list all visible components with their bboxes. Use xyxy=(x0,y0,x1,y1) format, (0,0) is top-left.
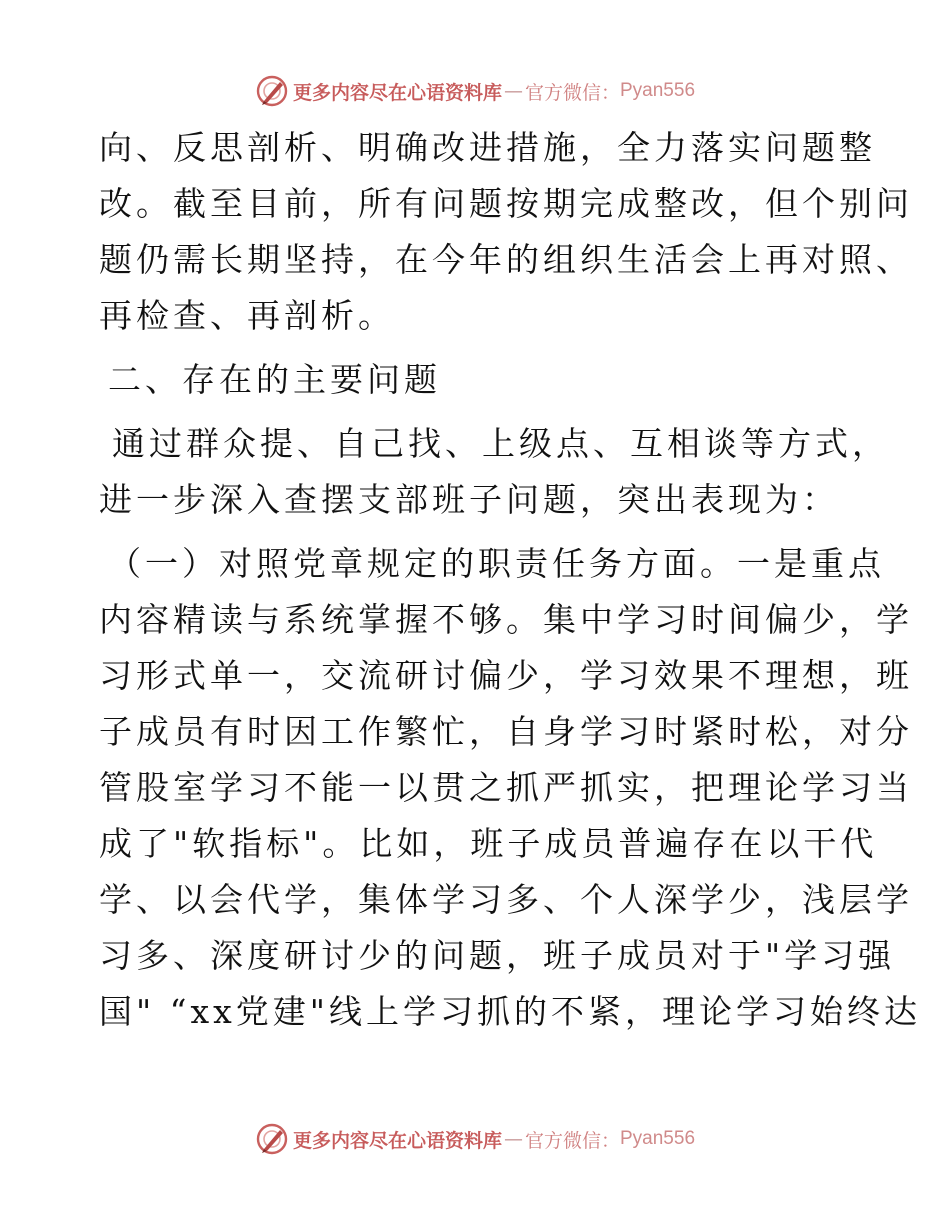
watermark-brand: 更多内容尽在心语资料库 xyxy=(292,81,502,104)
paragraph-line: 管股室学习不能一以贯之抓严抓实，把理论学习当 xyxy=(99,768,913,807)
watermark-account: Pyan556 xyxy=(620,80,696,101)
watermark-account: Pyan556 xyxy=(620,1128,696,1149)
paragraph-line: 题仍需长期坚持，在今年的组织生活会上再对照、 xyxy=(99,240,913,279)
watermark-brand: 更多内容尽在心语资料库 xyxy=(292,1129,502,1152)
paragraph-line: 改。截至目前，所有问题按期完成整改，但个别问 xyxy=(99,184,913,223)
watermark-separator: — xyxy=(503,1128,523,1150)
paragraph-line: 习多、深度研讨少的问题，班子成员对于"学习强 xyxy=(99,936,896,975)
paragraph-line: 子成员有时因工作繁忙，自身学习时紧时松，对分 xyxy=(99,712,913,751)
watermark-separator: — xyxy=(503,80,523,102)
paragraph-line: 通过群众提、自己找、上级点、互相谈等方式， xyxy=(112,424,889,463)
paragraph-line: 成了"软指标"。比如，班子成员普遍存在以干代 xyxy=(99,824,878,863)
pen-logo-icon xyxy=(255,1122,289,1156)
watermark-label: 官方微信： xyxy=(524,1129,620,1152)
subsection-line: （一）对照党章规定的职责任务方面。一是重点 xyxy=(108,544,885,583)
paragraph-line: 再检查、再剖析。 xyxy=(99,296,395,335)
watermark-label: 官方微信： xyxy=(524,81,620,104)
paragraph-line: 习形式单一，交流研讨偏少，学习效果不理想，班 xyxy=(99,656,913,695)
paragraph-line: 进一步深入查摆支部班子问题，突出表现为： xyxy=(99,480,839,519)
paragraph-line: 学、以会代学，集体学习多、个人深学少，浅层学 xyxy=(99,880,913,919)
section-heading: 二、存在的主要问题 xyxy=(108,360,441,399)
footer-watermark xyxy=(0,1119,950,1159)
paragraph-line: 向、反思剖析、明确改进措施，全力落实问题整 xyxy=(99,128,876,167)
document-body xyxy=(99,123,921,1036)
pen-logo-icon xyxy=(255,74,289,108)
header-watermark xyxy=(0,71,950,111)
paragraph-line: 内容精读与系统掌握不够。集中学习时间偏少，学 xyxy=(99,600,913,639)
paragraph-line: 国" “xx党建"线上学习抓的不紧，理论学习始终达 xyxy=(99,992,921,1031)
